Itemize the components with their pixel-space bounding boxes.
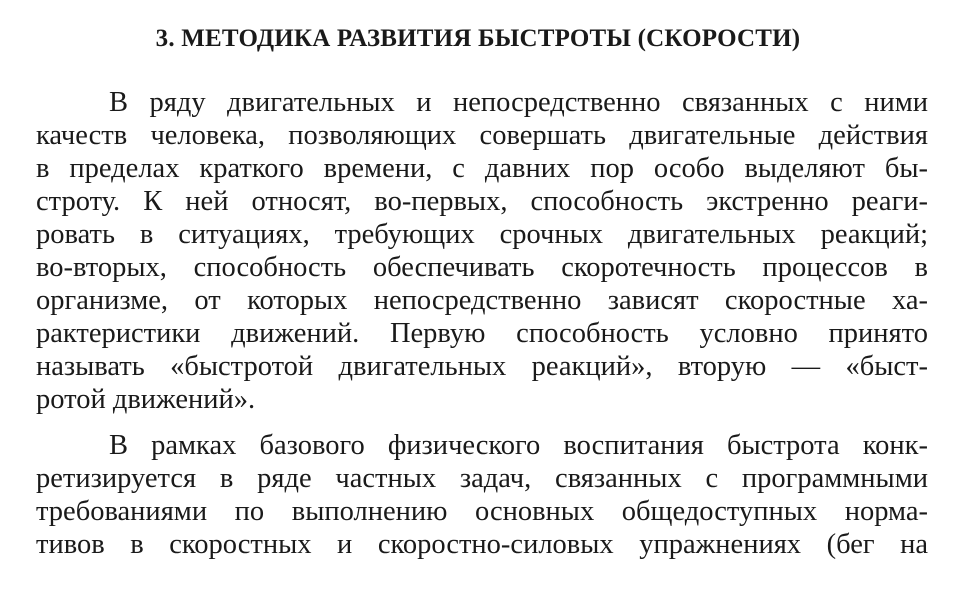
paragraph-2-line-1: В рамках базового физического воспитания быстрота конк-: [109, 430, 928, 461]
paragraph-1-line-10: ротой движений».: [36, 384, 256, 415]
paragraph-2-line-3: требованиями по выполнению основных общедоступных норма-: [36, 496, 928, 527]
paragraph-1-line-8: рактеристики движений. Первую способность условно принято: [36, 318, 928, 349]
paragraph-1-line-3: в пределах краткого времени, с давних пор особо выделяют бы-: [36, 153, 928, 184]
section-title: 3. МЕТОДИКА РАЗВИТИЯ БЫСТРОТЫ (СКОРОСТИ): [155, 25, 801, 52]
paragraph-1-line-4: строту. К ней относят, во-первых, способность экстренно реаги-: [36, 186, 928, 217]
paragraph-1-line-6: во-вторых, способность обеспечивать скоротечность процессов в: [36, 252, 928, 283]
paragraph-1-line-5: ровать в ситуациях, требующих срочных двигательных реакций;: [36, 219, 928, 250]
paragraph-2-line-4: тивов в скоростных и скоростно-силовых упражнениях (бег на: [36, 529, 928, 560]
paragraph-1-line-2: качеств человека, позволяющих совершать двигательные действия: [36, 120, 928, 151]
paragraph-1-line-1: В ряду двигательных и непосредственно связанных с ними: [109, 87, 928, 118]
paragraph-2-line-2: ретизируется в ряде частных задач, связанных с программными: [36, 463, 928, 494]
paragraph-1-line-7: организме, от которых непосредственно зависят скоростные ха-: [36, 285, 928, 316]
paragraph-1-line-9: называть «быстротой двигательных реакций», вторую — «быст-: [36, 351, 928, 382]
